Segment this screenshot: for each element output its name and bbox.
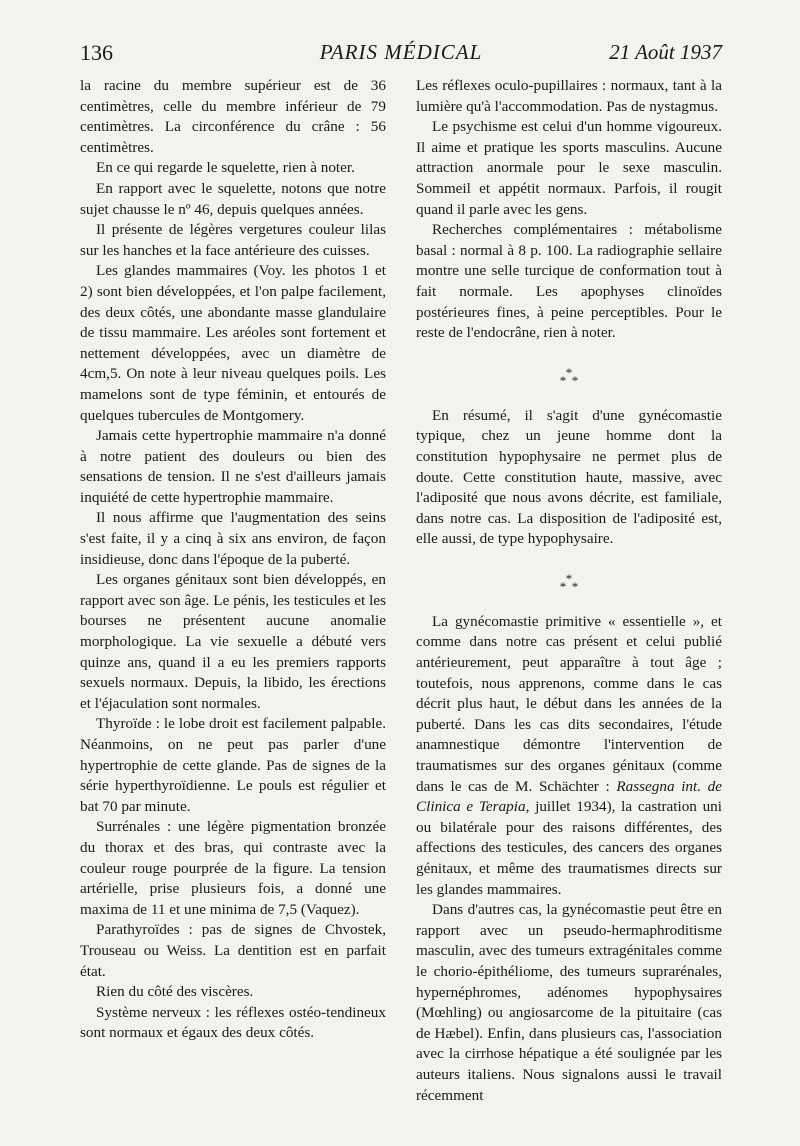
asterism-star: * [571,578,579,594]
paragraph: En rapport avec le squelette, notons que notre sujet chausse le nº 46, depuis quelques années. [80,179,386,218]
paragraph: Les glandes mammaires (Voy. les photos 1 et 2) sont bien développées, et l'on palpe facilement, des deux côtés, une abondante masse glandulaire de tissu mammaire. Les aréoles sont fortement et nettement développées, avec un diamètre de 4cm,5. On note à leur niveau quelques poils. Les mamelons sont de type féminin, et entourés de quelques tubercules de Montgomery. [80,262,386,424]
paragraph-text: juillet 1934), la castration uni ou bilatérale pour des raisons différentes, des affections des testicules, des cancers des organes génitaux, et même des traumatismes directs sur les glandes mammaires. [416,798,722,898]
paragraph: Recherches complémentaires : métabolisme basal : normal à 8 p. 100. La radiographie sellaire montre une selle turcique de conformation tout à fait normale. Les apophyses clinoïdes postérieures fines, à peine perceptibles. Pour le reste de l'endocrâne, rien à noter. [416,221,722,342]
asterism-star: * [571,372,579,388]
paragraph: Il présente de légères vergetures couleur lilas sur les hanches et la face antérieure des cuisses. [80,221,386,259]
citation: Rassegna int. de Clinica e Terapia, [416,777,723,816]
paragraph: Rien du côté des viscères. [96,983,254,1001]
section-separator [416,344,722,406]
paragraph: Les réflexes oculo-pupillaires : normaux, tant à la lumière qu'à l'accommodation. Pas de nystagmus. [416,77,722,115]
page-header [80,40,722,74]
left-column [80,76,386,1044]
asterism-star: * [559,372,567,388]
paragraph: Parathyroïdes : pas de signes de Chvostek, Trouseau ou Weiss. La dentition est en parfait état. [80,921,386,980]
paragraph [416,612,722,900]
paragraph: la racine du membre supérieur est de 36 centimètres, celle du membre inférieur de 79 centimètres. La circonférence du crâne : 56 centimètres. [80,77,386,156]
asterism-star: * [565,570,573,586]
paragraph: Dans d'autres cas, la gynécomastie peut être en rapport avec un pseudo-hermaphroditisme masculin, avec des tumeurs extragénitales comme le chorio-épithéliome, des tumeurs suprarénales, hypernéphromes, adénomes hypophysaires (Mœhling) ou angiosarcome de la pituitaire (cas de Hæbel). Enfin, dans plusieurs cas, l'association avec la cirrhose hépatique a été soulignée par les auteurs italiens. Nous signalons aussi le travail récemment [416,901,722,1104]
paragraph: Le psychisme est celui d'un homme vigoureux. Il aime et pratique les sports masculins. Aucune attraction anormale pour le sexe masculin. Sommeil et appétit normaux. Parfois, il rougit quand il parle avec les gens. [416,118,722,218]
right-column [416,76,722,1106]
journal-title: PARIS MÉDICAL [319,40,483,64]
paragraph: Jamais cette hypertrophie mammaire n'a donné à notre patient des douleurs ou bien des sensations de tension. Il ne s'est d'ailleurs jamais inquiété de cette hypertrophie mammaire. [80,427,386,506]
page-number: 136 [80,40,113,65]
section-separator [416,550,722,612]
paragraph: Surrénales : une légère pigmentation bronzée du thorax et des bras, qui contraste avec la couleur rouge pourprée de la figure. La tension artérielle, prise plusieurs fois, a donné une maxima de 11 et une minima de 7,5 (Vaquez). [80,818,386,918]
paragraph: En ce qui regarde le squelette, rien à noter. [96,159,355,177]
paragraph: Les organes génitaux sont bien développés, en rapport avec son âge. Le pénis, les testicules et les bourses ne présentent aucune anomalie morphologique. La vie sexuelle a débuté vers quinze ans, quand il a eu les premiers rapports sexuels normaux. Depuis, la libido, les érections et l'éjaculation sont normales. [80,571,386,712]
asterism-star: * [565,364,573,380]
paragraph: En résumé, il s'agit d'une gynécomastie typique, chez un jeune homme dont la constitution hypophysaire ne permet plus de doute. Cette constitution haute, massive, avec l'adiposité que nous avons décrite, est familiale, dans notre cas. La disposition de l'adiposité est, elle aussi, de type hypophysaire. [416,406,722,548]
paragraph-text: La gynécomastie primitive « essentielle », et comme dans notre cas présent et celui publié antérieurement, peut apparaître à tout âge ; toutefois, nous apprenons, comme dans le cas décrit plus haut, le début dans les années de la puberté. Dans les cas dits secondaires, l'étude anamnestique démontre l'intervention de traumatismes sur des organes génitaux (comme dans le cas de M. Schächter : [416,612,722,795]
paragraph: Système nerveux : les réflexes ostéo-tendineux sont normaux et égaux des deux côtés. [80,1003,386,1042]
issue-date: 21 Août 1937 [609,40,722,64]
asterism-star: * [559,578,567,594]
paragraph: Il nous affirme que l'augmentation des seins s'est faite, il y a cinq à six ans environ, de façon insidieuse, donc dans l'époque de la puberté. [80,509,386,568]
paragraph: Thyroïde : le lobe droit est facilement palpable. Néanmoins, on ne peut pas parler d'une hypertrophie de cette glande. Pas de signes de la série hyperthyroïdienne. Le pouls est régulier et bat 70 par minute. [80,715,386,815]
